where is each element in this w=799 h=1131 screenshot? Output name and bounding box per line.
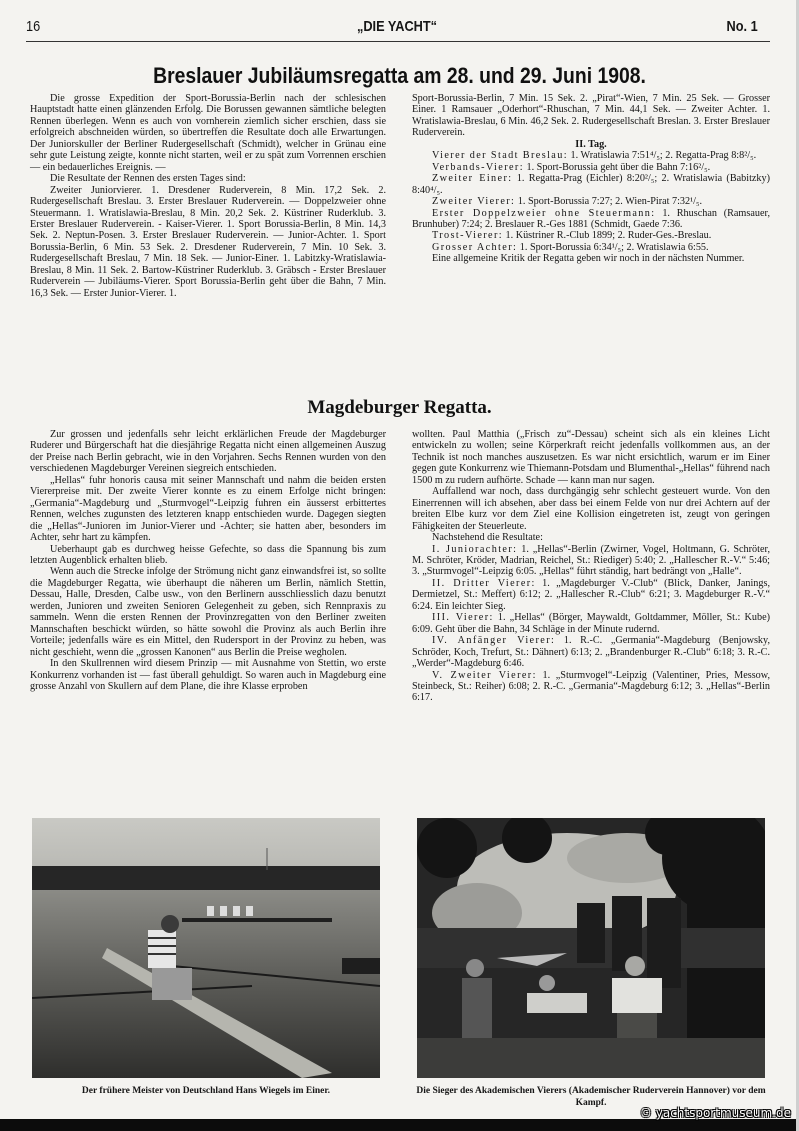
result-entry [412, 230, 770, 241]
paragraph: Die Resultate der Rennen des ersten Tages sind: [50, 173, 246, 185]
paragraph: Zur grossen und jedenfalls sehr leicht erklärlichen Freude der Magdeburger Ruderer und Bürgerschaft hat die diesjährige Regatta nicht einen allgemeinen Auszug der Preise nach Berlin gebracht, wie in den Vorjahren. Sechs Rennen wurden von den verschiedenen Magdeburger Vereinen siegreich entschieden. [30, 429, 386, 475]
race-name: Verbands-Vierer: [432, 161, 524, 173]
race-name: I. Juniorachter: [432, 543, 518, 555]
result-text: 1. R.-C. „Germania“-Magdeburg (Benjowsky, Schröder, Koch, Trefurt, St.: Dähnert) 6:13; 2. „Brandenburger R.-Club“ 6:18; 3. R.-C. „Werder“-Magdeburg 6:46. [412, 635, 770, 670]
result-entry [412, 162, 770, 173]
race-name: Erster Doppelzweier ohne Steuermann: [432, 207, 656, 219]
race-name: V. Zweiter Vierer: [432, 669, 537, 681]
scan-bottom-edge [0, 1119, 799, 1131]
photo-caption: Die Sieger des Akademischen Vierers (Akademischer Ruderverein Hannover) vor dem Kampf. [416, 1086, 766, 1108]
paragraph: Wenn auch die Strecke infolge der Strömung nicht ganz einwandsfrei ist, so sollte die Magdeburger Regatta, wie überhaupt die näheren um Berlin, nämlich Stettin, Dessau, Halle, Dresden, Calbe usw., von den Berlinern ausschliesslich dazu benutzt werden, Junioren und zweiten Senioren Gelegenheit zu geben, sich Rennpraxis zu sammeln. Wenn die ersten Rennen der Provinzregatten von den Berliner zweiten Mannschaften beschickt würden, so hätte sowohl die Provinz als auch Berlin ihre Vorteile; jedenfalls wäre es ein Mittel, den Rudersport in der Provinz zu heben, was nicht geschieht, wenn die „grossen Kanonen“ aus Berlin die Preise wegholen. [30, 566, 386, 658]
paragraph: Ueberhaupt gab es durchweg heisse Gefechte, so dass die Spannung bis zum letzten Augenblick erhalten blieb. [30, 543, 386, 566]
race-name: Trost-Vierer: [432, 230, 503, 242]
article-title-breslau: Breslauer Jubiläumsregatta am 28. und 29. Juni 1908. [153, 63, 646, 88]
paragraph: Sport-Borussia-Berlin, 7 Min. 15 Sek. 2. „Pirat“-Wien, 7 Min. 25 Sek. — Grosser Einer. 1 Ramsauer „Oderhort“-Rhuschan, 7 Min. 44,1 Sek. — Zweiter Achter. 1. Wratislawia-Breslau, 6 Min. 46,2 Sek. 2. Rudergesellschaft Breslan. 3. Erster Breslauer Ruderverein. [412, 93, 770, 139]
page-header [26, 18, 768, 42]
result-entry [412, 670, 770, 704]
race-name: Grosser Achter: [432, 241, 518, 253]
photo-crew-group-icon [417, 818, 765, 1078]
day2-heading: II. Tag. [575, 138, 607, 150]
paragraph: Auffallend war noch, dass durchgängig sehr schlecht gesteuert wurde. Von den Einerrennen will ich absehen, aber dass bei einem Felde von nur drei Achtern auf der breiten Elbe kurz vor dem Ziel eine Kollision eingetreten ist, zeugt von geringen Fähigkeiten der Steuerleute. [412, 486, 770, 532]
race-name: IV. Anfänger Vierer: [432, 635, 556, 647]
paragraph: Zweiter Juniorvierer. 1. Dresdener Ruderverein, 8 Min. 17,2 Sek. 2. Rudergesellschaft Breslau. 3. Erster Breslauer Ruderverein. — Doppelzweier ohne Steuermann. 1. Wratislawia-Breslau, 8 Min. 20,2 Sek. 2. Küstriner Ruderklub. 3. Erster Breslauer Ruderverein. - Kaiser-Vierer. 1. Sport Borussia-Berlin, 8 Min. 14,3 Sek. 2. Neptun-Posen. 3. Erster Breslauer Ruderverein. — Junior-Achter. 1. Sport Borussia-Berlin, 6 Min. 53 Sek. 2. Dresdener Ruderverein, 7 Min. 10 Sek. 3. Rudergesellschaft Breslau, 7 Min. 18 Sek. — Junior-Einer. 1. Labitzky-Wratislawia-Breslau, 8 Min. 11 Sek. 2. Bartow-Küstriner Ruderklub. 3. Gräbsch - Erster Breslauer Ruderverein — Jubiläums-Vierer. Sport Borussia-Berlin geht über die Bahn, 7 Min. 16,3 Sek. — Erster Junior-Vierer. 1. [30, 184, 386, 299]
result-text: 1. Wratislawia 7:51⁴/₅; 2. Regatta-Prag 8:8²/₅. [567, 150, 757, 162]
result-text: 1. Sport-Borussia 7:27; 2. Wien-Pirat 7:32¹/₅. [515, 196, 703, 208]
result-entry [412, 242, 770, 253]
paragraph: In den Skullrennen wird diesem Prinzip — mit Ausnahme von Stettin, wo erste Konkurrenz vorhanden ist — fast überall gehuldigt. So waren auch in Magdeburg eine grosse Anzahl von Skullern auf dem Plane, die ihre Klasse erproben [30, 658, 386, 692]
watermark-link[interactable]: © yachtsportmuseum.de [639, 1106, 791, 1120]
race-name: Zweiter Vierer: [432, 196, 516, 208]
paragraph: Die grosse Expedition der Sport-Borussia-Berlin nach der schlesischen Hauptstadt hatte einen glänzenden Erfolg. Die Borussen gewannen sämtliche belegten Rennen überlegen. Wenn es auch von vornherein ziemlich sicher erschien, dass sie erfolgreich abschneiden würden, so übertreffen die Resultate doch alle Erwartungen. Der Juniorskuller der Berliner Rudergesellschaft (Schmidt), welcher in Grünau eine sehr gute Leistung zeigte, konnte nicht starten, weil er zu spät zum Vorrennen erschien — ein bedauerliches Ereignis. — [30, 93, 386, 173]
article1-left-column [30, 93, 386, 299]
result-text: 1. „Hellas“ (Börger, Maywaldt, Goltdammer, Möller, St.: Kube) 6:09. Geht über die Bahn, 34 Schläge in der Minute rudernd. [412, 612, 770, 635]
result-entry [412, 150, 770, 161]
article2-left-column [30, 429, 386, 692]
race-name: II. Dritter Vierer: [432, 577, 536, 589]
result-entry [412, 196, 770, 207]
magazine-title: „DIE YACHT“ [356, 18, 438, 35]
result-entry [412, 208, 770, 231]
paragraph: „Hellas“ fuhr honoris causa mit seiner Mannschaft und nahm die beiden ersten Viererpreise mit. Der zweite Vierer konnte es zu einem Erfolge nicht bringen: „Germania“-Magdeburg und „Sturmvogel“-Leipzig fuhren ein äusserst erbittertes Rennen, welches zugunsten des letzteren knapp entschieden wurde. Dagegen siegten die „Hellas“-Junioren im Junior-Vierer und -Achter; sie hatten aber, besonders im Achter, sehr hart zu kämpfen. [30, 474, 386, 544]
paragraph: Eine allgemeine Kritik der Regatta geben wir noch in der nächsten Nummer. [432, 253, 745, 265]
race-name: Vierer der Stadt Breslau: [432, 150, 568, 162]
result-text: 1. „Sturmvogel“-Leipzig (Valentiner, Pries, Messow, Steinbeck, St.: Reiher) 6:08; 2. R.-C. „Germania“-Magdeburg 6:12; 3. „Hellas“-Berlin 6:17. [412, 669, 770, 704]
article2-right-column [412, 429, 770, 704]
result-entry [412, 612, 770, 635]
result-text: 1. Regatta-Prag (Eichler) 8:20²/₅; 2. Wratislawia (Babitzky) 8:40⁴/₅. [412, 173, 770, 196]
article1-right-column [412, 93, 770, 265]
header-rule [26, 41, 770, 42]
article-title-magdeburg: Magdeburger Regatta. [307, 397, 492, 418]
issue-number: No. 1 [726, 18, 758, 35]
page-number: 16 [26, 18, 41, 35]
photo-caption: Der frühere Meister von Deutschland Hans Wiegels im Einer. [81, 1086, 331, 1096]
result-text: 1. „Hellas“-Berlin (Zwirner, Vogel, Holtmann, G. Schröter, M. Schröter, Kröder, Madrian, Reichel, St.: Riediger) 5:40; 2. „Hallescher R.-V.“ 5:46; 3. „Sturmvogel“-Leipzig 6:05. „Hellas“ führt ständig, hart bedrängt von „Halle“. [412, 543, 770, 578]
result-text: 1. Küstriner R.-Club 1899; 2. Ruder-Ges.-Breslau. [502, 230, 712, 242]
paragraph: wollten. Paul Matthia („Frisch zu“-Dessau) scheint sich als ein kleines Licht entwickeln zu wollen; seine Körperkraft reicht jedenfalls vollkommen aus, an der Technik ist noch manches auszusetzen. Es war nicht ersichtlich, warum er im Einer gegen gute Konkurrenz wie Thiemann-Potsdam und Blumenthal-„Hellas“ führend nach 1500 m zu rudern aufhörte. Schade — kann man nur sagen. [412, 429, 770, 486]
result-text: 1. Sport-Borussia geht über die Bahn 7:16²/₅. [523, 161, 711, 173]
result-entry [412, 635, 770, 669]
result-text: 1. Sport-Borussia 6:34¹/₅; 2. Wratislawia 6:55. [517, 241, 709, 253]
result-entry [412, 578, 770, 612]
race-name: Zweiter Einer: [432, 173, 513, 185]
result-entry [412, 544, 770, 578]
paragraph: Nachstehend die Resultate: [432, 532, 543, 544]
race-name: III. Vierer: [432, 612, 494, 624]
photo-rower-single-scull-icon [32, 818, 380, 1078]
result-entry [412, 173, 770, 196]
result-text: 1. Rhuschan (Ramsauer, Brunhuber) 7:24; 2. Breslauer R.-Ges 1881 (Schmidt, Gaede 7:36. [412, 207, 770, 230]
result-text: 1. „Magdeburger V.-Club“ (Blick, Danker, Janings, Dermietzel, St.: Meffert) 6:12; 2. „Hallescher R.-Club“ 6:21; 3. Magdeburger R.-V.“ 6:24. Ein leichter Sieg. [412, 577, 770, 612]
